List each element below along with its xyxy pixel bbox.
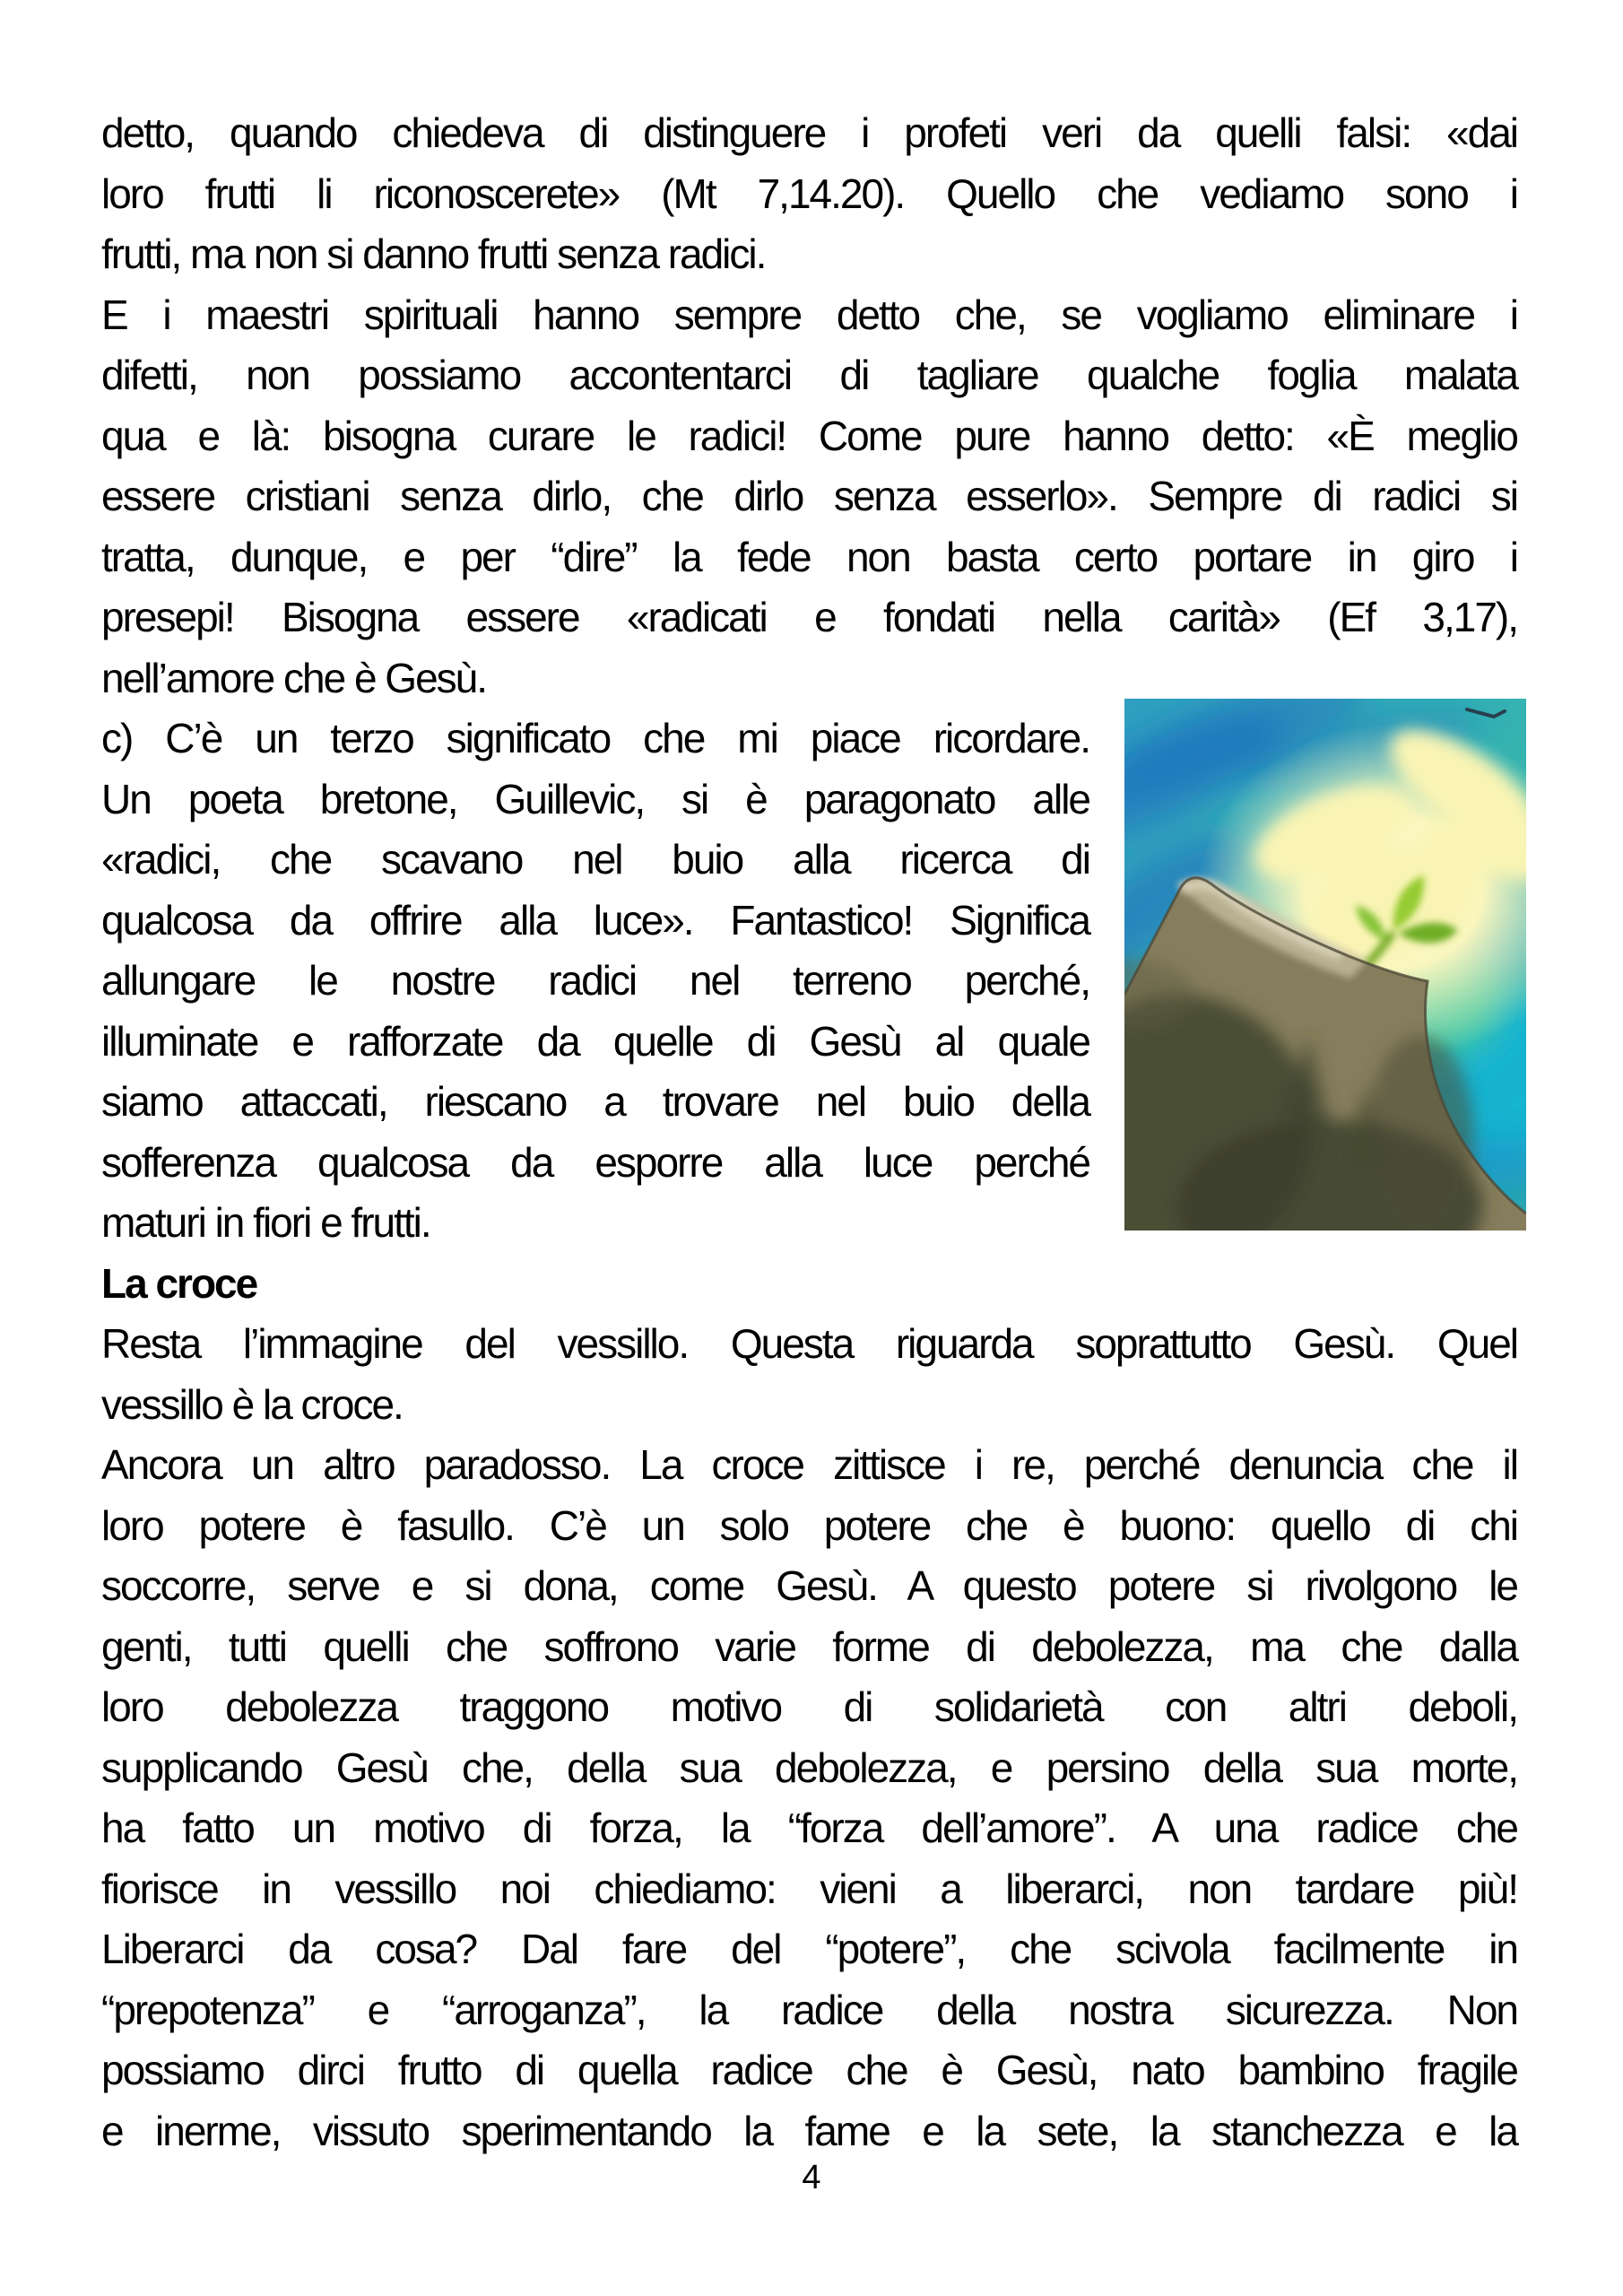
text-line: frutti, ma non si danno frutti senza radici. xyxy=(101,230,766,277)
text-line: qua e là: bisogna curare le radici! Come pure hanno detto: «È meglio xyxy=(101,412,1517,459)
text-line: e inerme, vissuto sperimentando la fame e la sete, la stanchezza e la xyxy=(101,2107,1517,2154)
text-line: vessillo è la croce. xyxy=(101,1380,403,1428)
text-line: essere cristiani senza dirlo, che dirlo senza esserlo». Sempre di radici si xyxy=(101,473,1517,519)
text-line: c) C’è un terzo significato che mi piace ricordare. xyxy=(101,715,1089,761)
text-line: Liberarci da cosa? Dal fare del “potere”, che scivola facilmente in xyxy=(101,1926,1517,1972)
text-line: loro frutti li riconoscerete» (Mt 7,14.20). Quello che vediamo sono i xyxy=(101,170,1517,217)
text-line: possiamo dirci frutto di quella radice che è Gesù, nato bambino fragile xyxy=(101,2047,1517,2093)
paragraph-paradosso xyxy=(101,1435,1517,2161)
text-line: Ancora un altro paradosso. La croce zittisce i re, perché denuncia che il xyxy=(101,1441,1517,1488)
text-line: presepi! Bisogna essere «radicati e fondati nella carità» (Ef 3,17), xyxy=(101,594,1517,640)
heading-la-croce xyxy=(101,1254,1517,1315)
text-line: “prepotenza” e “arroganza”, la radice della nostra sicurezza. Non xyxy=(101,1986,1517,2033)
text-line: maturi in fiori e frutti. xyxy=(101,1199,430,1246)
paragraph-frutti-radici xyxy=(101,103,1517,285)
text-line: difetti, non possiamo accontentarci di tagliare qualche foglia malata xyxy=(101,352,1517,398)
watercolor-illustration xyxy=(1124,699,1526,1231)
text-line: loro potere è fasullo. C’è un solo potere che è buono: quello di chi xyxy=(101,1501,1517,1549)
text-line: supplicando Gesù che, della sua debolezza, e persino della sua morte, xyxy=(101,1744,1517,1791)
text-line: genti, tutti quelli che soffrono varie forme di debolezza, ma che dalla xyxy=(101,1622,1517,1670)
page-number: 4 xyxy=(802,2159,821,2196)
text-line: tratta, dunque, e per “dire” la fede non basta certo portare in giro i xyxy=(101,533,1517,580)
text-line: detto, quando chiedeva di distinguere i profeti veri da quelli falsi: «dai xyxy=(101,109,1517,156)
text-line: allungare le nostre radici nel terreno perché, xyxy=(101,957,1089,1004)
text-line: La croce xyxy=(101,1259,257,1307)
text-line: qualcosa da offrire alla luce». Fantastico! Significa xyxy=(101,896,1089,944)
paragraph-vessillo xyxy=(101,1314,1517,1435)
text-line: soccorre, serve e si dona, come Gesù. A questo potere si rivolgono le xyxy=(101,1562,1517,1609)
text-line: Un poeta bretone, Guillevic, si è paragonato alle xyxy=(101,775,1089,822)
text-line: ha fatto un motivo di forza, la “forza dell’amore”. A una radice che xyxy=(101,1805,1517,1851)
text-line: sofferenza qualcosa da esporre alla luce perché xyxy=(101,1138,1089,1186)
text-line: siamo attaccati, riescano a trovare nel buio della xyxy=(101,1078,1089,1125)
text-line: E i maestri spirituali hanno sempre detto che, se vogliamo eliminare i xyxy=(101,291,1517,338)
dove-mountain-painting xyxy=(1124,699,1526,1231)
text-line: nell’amore che è Gesù. xyxy=(101,654,487,701)
text-line: illuminate e rafforzate da quelle di Gesù al quale xyxy=(101,1017,1089,1065)
paragraph-maestri-spirituali xyxy=(101,285,1517,709)
text-line: Resta l’immagine del vessillo. Questa riguarda soprattutto Gesù. Quel xyxy=(101,1320,1517,1367)
text-line: «radici, che scavano nel buio alla ricerca di xyxy=(101,836,1089,883)
text-line: loro debolezza traggono motivo di solidarietà con altri deboli, xyxy=(101,1683,1517,1730)
text-line: fiorisce in vessillo noi chiediamo: vieni a liberarci, non tardare più! xyxy=(101,1865,1517,1912)
